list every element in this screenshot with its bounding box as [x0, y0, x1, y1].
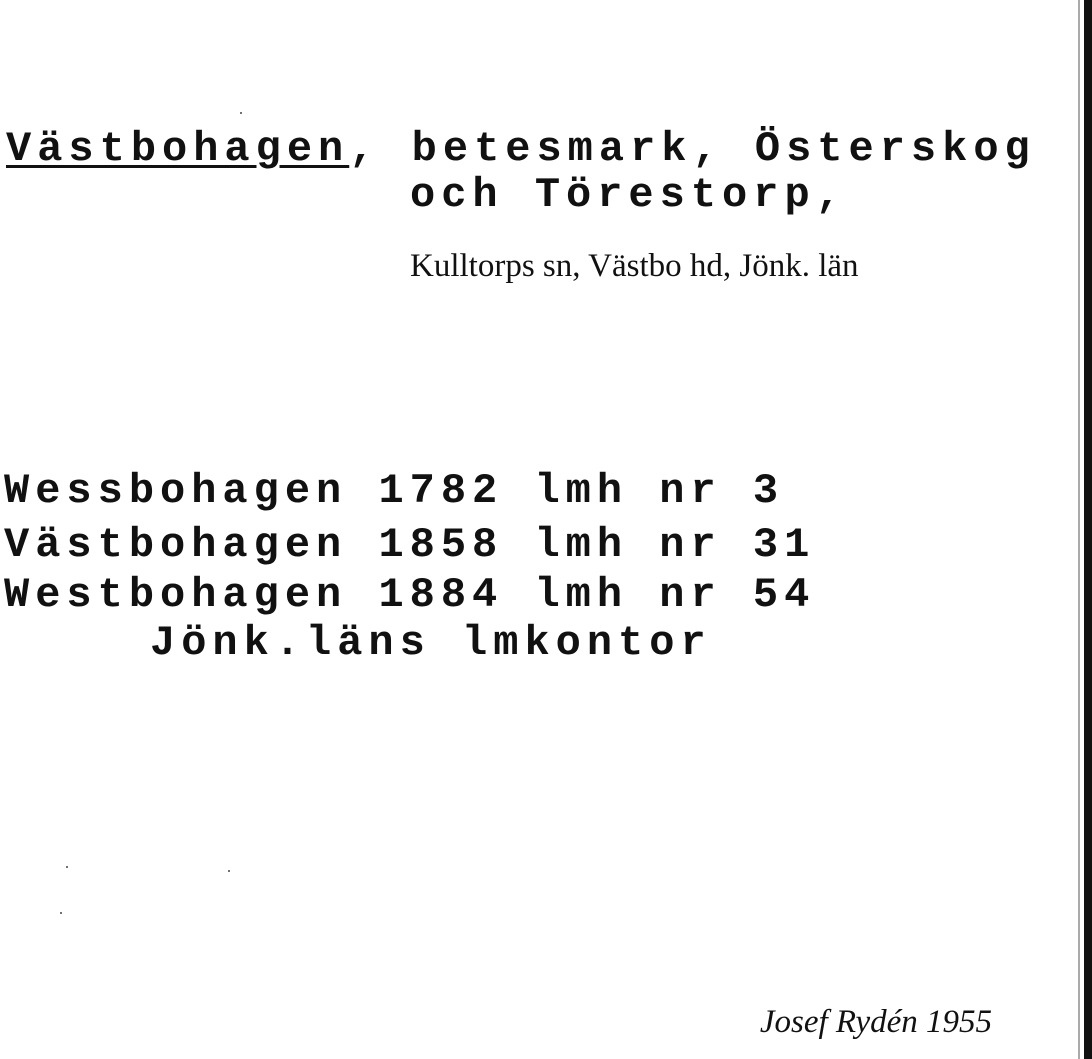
card-edge: [1084, 0, 1092, 1059]
parish-line: Kulltorps sn, Västbo hd, Jönk. län: [410, 248, 859, 284]
scan-speck: [60, 912, 62, 914]
heading-line-1: [6, 125, 1036, 173]
signature: Josef Rydén 1955: [759, 1004, 992, 1040]
scan-speck: [66, 866, 68, 868]
heading-description: , betesmark, Österskog: [349, 125, 1036, 173]
record-line-1: Wessbohagen 1782 lmh nr 3: [4, 467, 785, 515]
scan-speck: [228, 870, 230, 872]
scan-speck: [240, 112, 242, 114]
record-line-3: Westbohagen 1884 lmh nr 54: [4, 571, 816, 619]
card-edge-shadow: [1078, 0, 1080, 1059]
heading-line-2: och Törestorp,: [410, 171, 847, 219]
record-line-2: Västbohagen 1858 lmh nr 31: [4, 521, 816, 569]
headword: Västbohagen: [6, 125, 350, 173]
archive-line: Jönk.läns lmkontor: [150, 619, 712, 667]
